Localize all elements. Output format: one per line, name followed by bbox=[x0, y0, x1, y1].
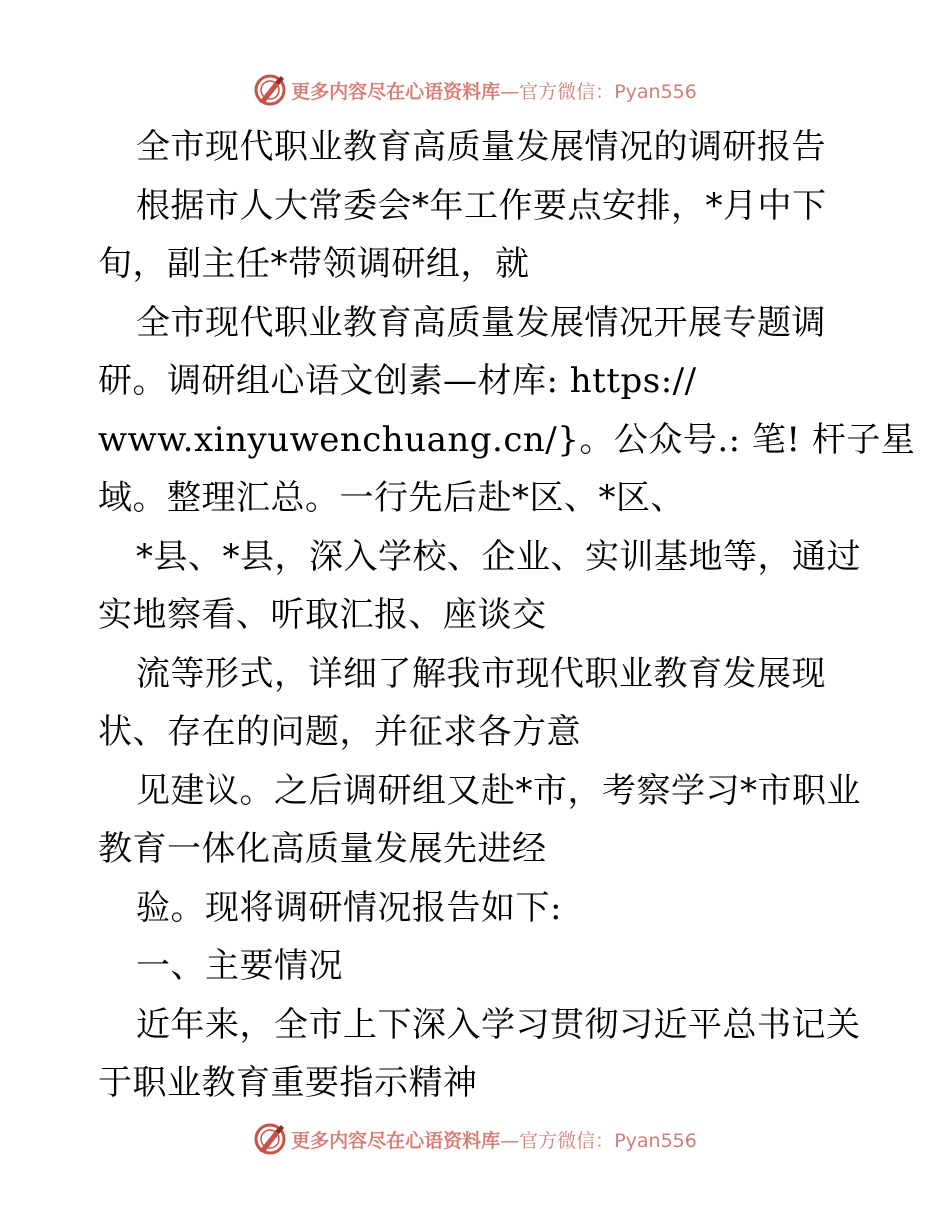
header-banner bbox=[0, 70, 950, 110]
header-banner-content bbox=[253, 73, 697, 107]
footer-banner bbox=[0, 1119, 950, 1159]
text-line: 教育一体化高质量发展先进经 bbox=[98, 829, 547, 869]
footer-banner-text bbox=[291, 1126, 697, 1153]
text-line: 根据市人大常委会*年工作要点安排，*月中下 bbox=[136, 185, 827, 226]
text-line: 实地察看、听取汇报、座谈交 bbox=[98, 595, 547, 635]
banner-dash: — bbox=[500, 80, 520, 103]
banner-dash: — bbox=[500, 1129, 520, 1152]
banner-wechat-id: Pyan556 bbox=[614, 80, 697, 103]
text-line: 近年来，全市上下深入学习贯彻习近平总书记关 bbox=[136, 1004, 861, 1045]
section-heading: 一、主要情况 bbox=[136, 946, 343, 986]
text-line: 见建议。之后调研组又赴*市，考察学习*市职业 bbox=[136, 770, 861, 811]
footer-banner-content bbox=[253, 1122, 697, 1156]
header-banner-text bbox=[291, 77, 697, 104]
text-line: *县、*县，深入学校、企业、实训基地等，通过 bbox=[136, 536, 861, 577]
document-title-line: 全市现代职业教育高质量发展情况的调研报告 bbox=[136, 127, 826, 167]
banner-main-text: 更多内容尽在心语资料库 bbox=[291, 80, 501, 103]
text-line: www.xinyuwenchuang.cn/}。公众号.: 笔! 杆子星 bbox=[98, 419, 916, 460]
banner-main-text: 更多内容尽在心语资料库 bbox=[291, 1129, 501, 1152]
banner-wechat-label: 官方微信： bbox=[519, 1129, 615, 1152]
pen-logo-icon bbox=[253, 1122, 287, 1156]
text-line: 研。调研组心语文创素—材库: https:// bbox=[98, 361, 697, 401]
document-body bbox=[98, 118, 916, 1113]
text-line: 于职业教育重要指示精神 bbox=[98, 1063, 478, 1103]
text-line: 验。现将调研情况报告如下: bbox=[136, 887, 562, 928]
text-line: 全市现代职业教育高质量发展情况开展专题调 bbox=[136, 302, 826, 343]
banner-wechat-label: 官方微信： bbox=[519, 80, 615, 103]
pen-logo-icon bbox=[253, 73, 287, 107]
text-line: 旬，副主任*带领调研组，就 bbox=[98, 244, 530, 284]
banner-wechat-id: Pyan556 bbox=[614, 1129, 697, 1152]
text-line: 流等形式，详细了解我市现代职业教育发展现 bbox=[136, 653, 826, 694]
text-line: 状、存在的问题，并征求各方意 bbox=[98, 712, 581, 752]
text-line: 域。整理汇总。一行先后赴*区、*区、 bbox=[98, 478, 685, 518]
